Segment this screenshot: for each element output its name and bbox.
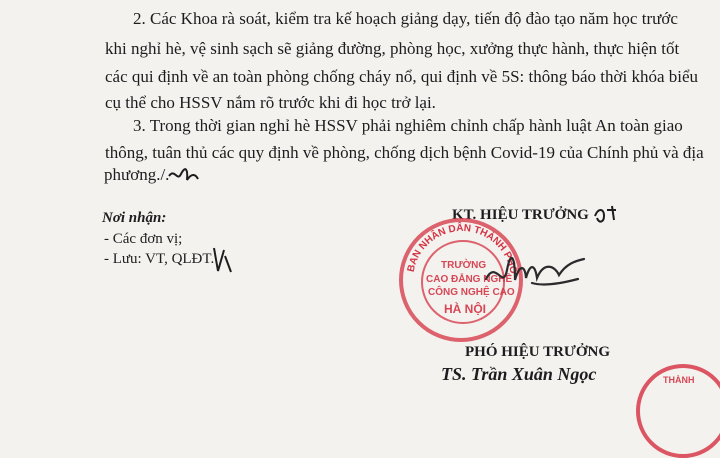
stamp-line-2: CAO ĐẲNG NGHỀ [426, 274, 513, 285]
paragraph-3-line-3: phương./. [104, 165, 170, 184]
paragraph-3-line-1: 3. Trong thời gian nghỉ hè HSSV phải nghiêm chỉnh chấp hành luật An toàn giao [133, 116, 683, 135]
signature-title-top: KT. HIỆU TRƯỞNG [452, 207, 589, 223]
stamp-line-1: TRƯỜNG [441, 260, 487, 271]
recipient-item-2: - Lưu: VT, QLĐT. [104, 251, 215, 267]
signer-name: TS. Trần Xuân Ngọc [441, 364, 597, 384]
recipient-item-1: - Các đơn vị; [104, 231, 183, 247]
recipients-title: Nơi nhận: [102, 210, 167, 226]
check-mark-icon [210, 246, 236, 274]
paragraph-2-line-1: 2. Các Khoa rà soát, kiểm tra kế hoạch giảng dạy, tiến độ đào tạo năm học trước [133, 9, 678, 28]
stamp-line-4: HÀ NỘI [444, 302, 486, 316]
stamp-line-3: CÔNG NGHỆ CAO [428, 287, 515, 298]
stamp-top-text: BAN NHÂN DÂN THÀNH PHỐ [405, 222, 519, 275]
paragraph-2-line-4: cụ thể cho HSSV nắm rõ trước khi đi học trở lại. [105, 93, 436, 112]
paragraph-3-line-2: thông, tuân thủ các quy định về phòng, chống dịch bệnh Covid-19 của Chính phủ và địa [105, 143, 704, 162]
paragraph-2-line-2: khi nghỉ hè, vệ sinh sạch sẽ giảng đường, phòng học, xưởng thực hành, thực hiện tốt [105, 39, 680, 58]
corner-stamp-text: THÀNH [663, 375, 695, 385]
paragraph-2-line-3: các qui định về an toàn phòng chống cháy nổ, qui định về 5S: thông báo thời khóa biểu [105, 67, 699, 86]
signature-flourish-icon [592, 202, 620, 228]
initial-mark-icon [167, 164, 201, 188]
signature-title-bottom: PHÓ HIỆU TRƯỞNG [465, 344, 611, 360]
handwritten-signature-icon [484, 249, 586, 297]
